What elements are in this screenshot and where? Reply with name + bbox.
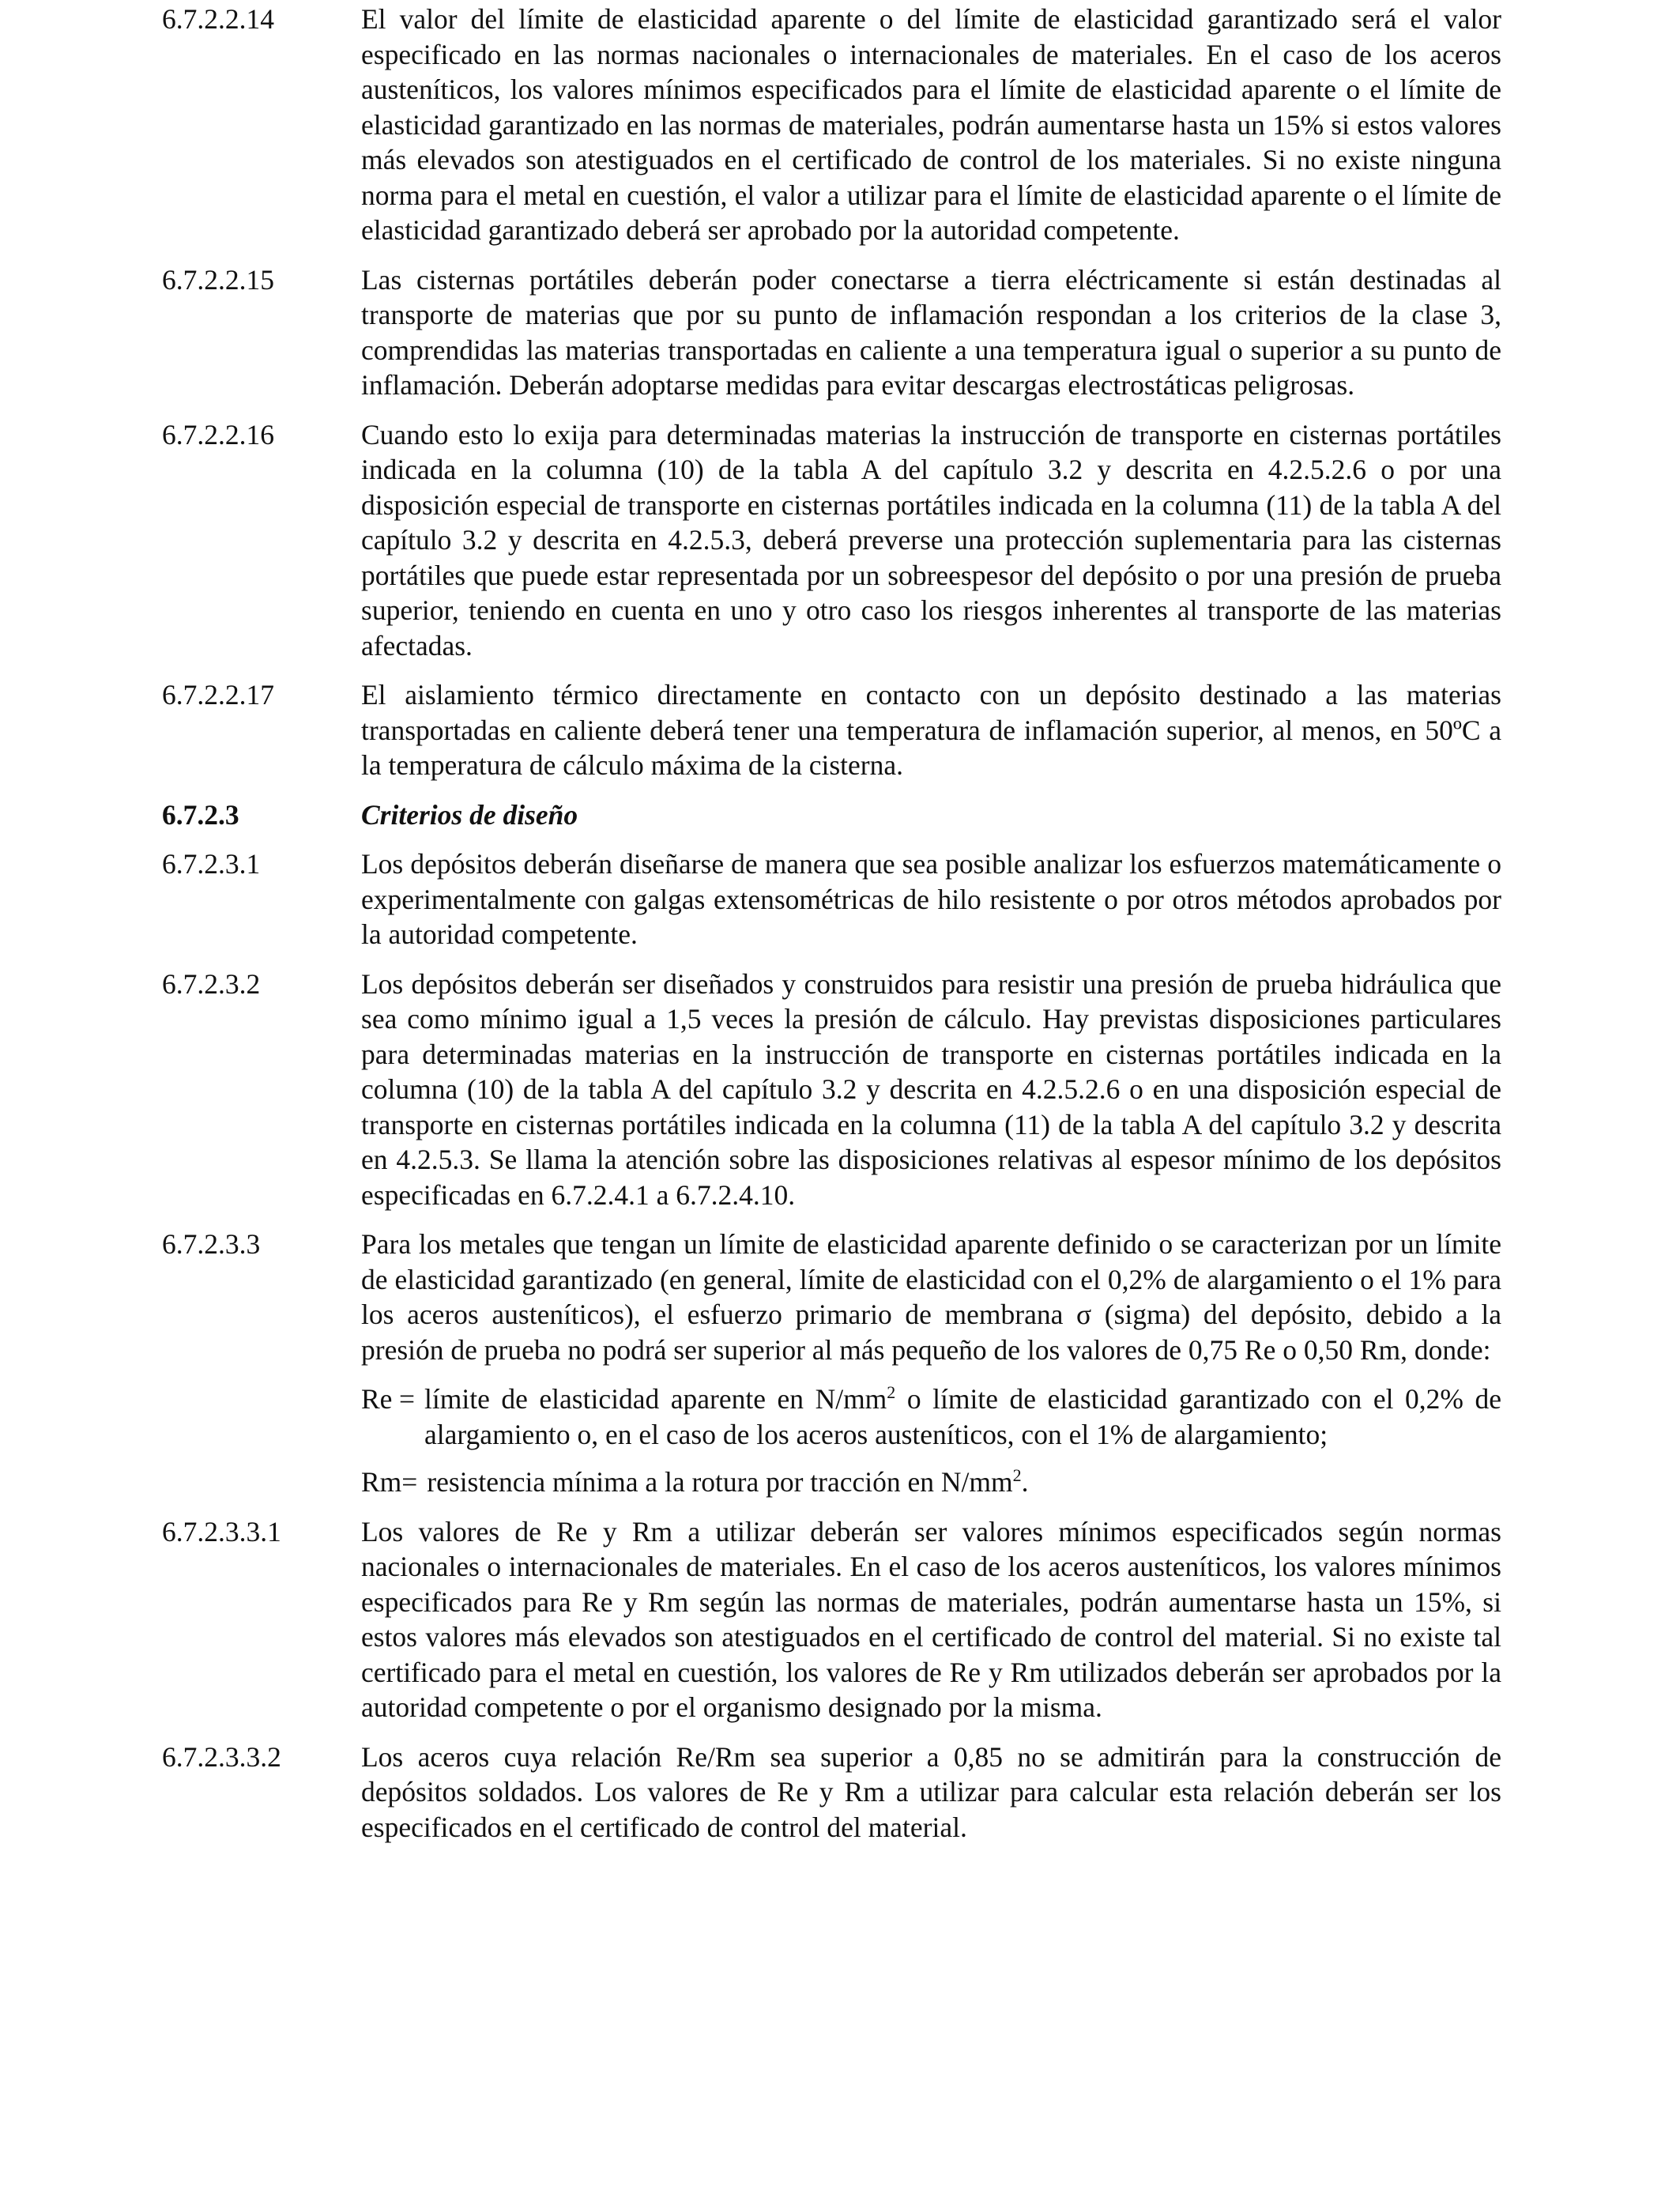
paragraph-text: Los aceros cuya relación Re/Rm sea superior a 0,85 no se admitirán para la construcción de depósitos soldados. Los valores de Re y Rm a utilizar para calcular esta relación deberán ser los especificados en el certificado de control del material. [361, 1740, 1501, 1843]
definitions-list [361, 1382, 1501, 1500]
section-number: 6.7.2.3 [162, 798, 239, 831]
paragraph-6-7-2-2-15 [162, 262, 1501, 403]
definition-equals: = [401, 1466, 418, 1498]
paragraph-number: 6.7.2.2.16 [162, 418, 274, 450]
paragraph-6-7-2-2-17 [162, 677, 1501, 783]
definition-re [361, 1382, 1501, 1452]
paragraph-6-7-2-3-3 [162, 1227, 1501, 1367]
paragraph-number: 6.7.2.2.15 [162, 263, 274, 296]
paragraph-number: 6.7.2.2.14 [162, 3, 274, 35]
paragraph-6-7-2-2-16 [162, 417, 1501, 664]
paragraph-text: Los depósitos deberán diseñarse de manera que sea posible analizar los esfuerzos matemáticamente o experimentalmente con galgas extensométricas de hilo resistente o por otros métodos aprobados por la autoridad competente. [361, 848, 1501, 950]
definition-text-pre: límite de elasticidad aparente en N/mm [424, 1383, 887, 1415]
paragraph-6-7-2-3-2 [162, 967, 1501, 1213]
section-title: Criterios de diseño [361, 798, 578, 831]
paragraph-number: 6.7.2.3.2 [162, 967, 261, 1000]
paragraph-text: Los depósitos deberán ser diseñados y construidos para resistir una presión de prueba hidráulica que sea como mínimo igual a 1,5 veces la presión de cálculo. Hay previstas disposiciones particulares para determinadas materias en la instrucción de transporte en cisternas portátiles indicada en la columna (10) de la tabla A del capítulo 3.2 y descrita en 4.2.5.2.6 o en una disposición especial de transporte en cisternas portátiles indicada en la columna (11) de la tabla A del capítulo 3.2 y descrita en 4.2.5.3. Se llama la atención sobre las disposiciones relativas al espesor mínimo de los depósitos especificadas en 6.7.2.4.1 a 6.7.2.4.10. [361, 967, 1501, 1211]
paragraph-number: 6.7.2.2.17 [162, 679, 274, 711]
paragraph-text: El valor del límite de elasticidad aparente o del límite de elasticidad garantizado será el valor especificado en las normas nacionales o internacionales de materiales. En el caso de los aceros austeníticos, los valores mínimos especificados para el límite de elasticidad aparente o el límite de elasticidad garantizado en las normas de materiales, podrán aumentarse hasta un 15% si estos valores más elevados son atestiguados en el certificado de control de los materiales. Si no existe ninguna norma para el metal en cuestión, el valor a utilizar para el límite de elasticidad aparente o el límite de elasticidad garantizado deberá ser aprobado por la autoridad competente. [361, 3, 1501, 246]
paragraph-number: 6.7.2.3.3.2 [162, 1740, 281, 1773]
definition-text-pre: resistencia mínima a la rotura por tracción en N/mm [427, 1466, 1013, 1498]
paragraph-number: 6.7.2.3.3.1 [162, 1515, 281, 1547]
paragraph-6-7-2-3-3-1 [162, 1514, 1501, 1725]
definition-rm [361, 1465, 1501, 1500]
section-heading-6-7-2-3 [162, 797, 1501, 833]
paragraph-number: 6.7.2.3.3 [162, 1228, 261, 1260]
paragraph-text: Las cisternas portátiles deberán poder conectarse a tierra eléctricamente si están destinadas al transporte de materias que por su punto de inflamación respondan a los criterios de la clase 3, comprendidas las materias transportadas en caliente a una temperatura igual o superior a su punto de inflamación. Deberán adoptarse medidas para evitar descargas electrostáticas peligrosas. [361, 263, 1501, 401]
definition-text [424, 1382, 1501, 1452]
definition-text-post: . [1021, 1466, 1029, 1498]
definition-text [427, 1465, 1501, 1500]
paragraph-text: Cuando esto lo exija para determinadas materias la instrucción de transporte en cisternas portátiles indicada en la columna (10) de la tabla A del capítulo 3.2 y descrita en 4.2.5.2.6 o por una disposición especial de transporte en cisternas portátiles indicada en la columna (11) de la tabla A del capítulo 3.2 y descrita en 4.2.5.3, deberá preverse una protección suplementaria para las cisternas portátiles que puede estar representada por un sobreespesor del depósito o por una presión de prueba superior, teniendo en cuenta en uno y otro caso los riesgos inherentes al transporte de las materias afectadas. [361, 418, 1501, 662]
definition-term: Re [361, 1383, 393, 1415]
paragraph-6-7-2-3-3-2 [162, 1740, 1501, 1845]
superscript: 2 [887, 1382, 896, 1403]
definition-text-post: o límite de elasticidad garantizado con el 0,2% de alargamiento o, en el caso de los aceros austeníticos, con el 1% de alargamiento; [424, 1383, 1501, 1450]
paragraph-text: Para los metales que tengan un límite de elasticidad aparente definido o se caracterizan por un límite de elasticidad garantizado (en general, límite de elasticidad con el 0,2% de alargamiento o el 1% para los aceros austeníticos), el esfuerzo primario de membrana σ (sigma) del depósito, debido a la presión de prueba no podrá ser superior al más pequeño de los valores de 0,75 Re o 0,50 Rm, donde: [361, 1228, 1501, 1366]
paragraph-number: 6.7.2.3.1 [162, 848, 261, 880]
document-page [162, 2, 1501, 1859]
paragraph-text: El aislamiento térmico directamente en contacto con un depósito destinado a las materias transportadas en caliente deberá tener una temperatura de inflamación superior, al menos, en 50ºC a la temperatura de cálculo máxima de la cisterna. [361, 679, 1501, 781]
superscript: 2 [1012, 1465, 1022, 1486]
definition-term: Rm [361, 1466, 402, 1498]
paragraph-text: Los valores de Re y Rm a utilizar deberán ser valores mínimos especificados según normas nacionales o internacionales de materiales. En el caso de los aceros austeníticos, los valores mínimos especificados para Re y Rm según las normas de materiales, podrán aumentarse hasta un 15%, si estos valores más elevados son atestiguados en el certificado de control del material. Si no existe tal certificado para el metal en cuestión, los valores de Re y Rm utilizados deberán ser aprobados por la autoridad competente o por el organismo designado por la misma. [361, 1515, 1501, 1723]
paragraph-6-7-2-2-14 [162, 2, 1501, 248]
definition-equals: = [399, 1383, 416, 1415]
paragraph-6-7-2-3-1 [162, 846, 1501, 952]
